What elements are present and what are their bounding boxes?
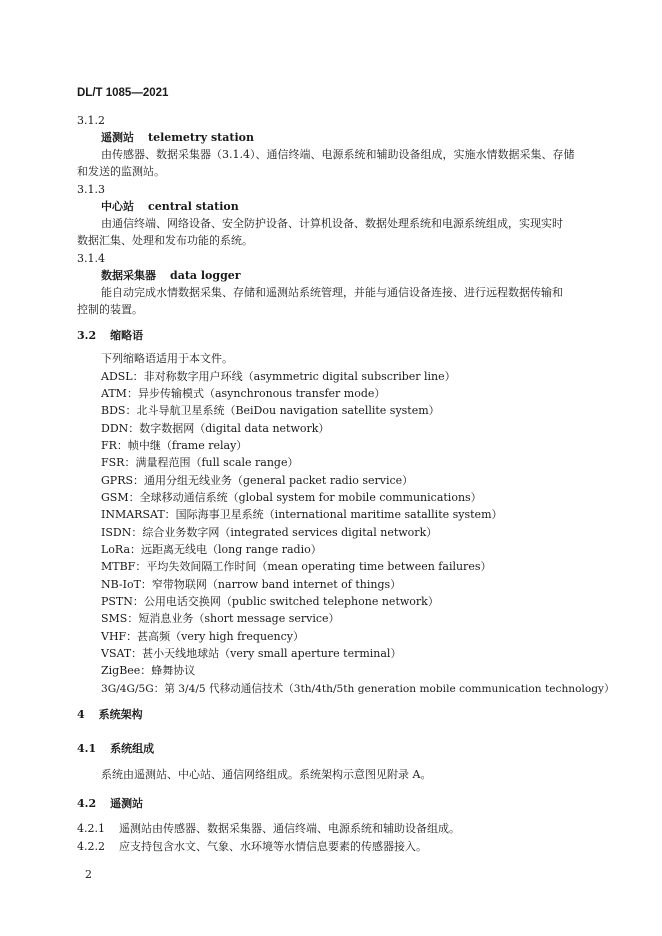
- abbr-item: GPRS：通用分组无线业务（general packet radio service）: [101, 474, 414, 487]
- clause-text: 应支持包含水文、气象、水环境等水情信息要素的传感器接入。: [119, 840, 427, 853]
- clause-number: 4.2.2: [77, 840, 105, 853]
- abbr-item: VHF：甚高频（very high frequency）: [101, 630, 305, 643]
- section-text: 系统由遥测站、中心站、通信网络组成。系统架构示意图见附录 A。: [101, 768, 432, 781]
- section-heading: [77, 742, 154, 756]
- section-heading: [77, 329, 143, 343]
- standard-code-header: DL/T 1085—2021: [77, 87, 169, 99]
- section-title: 遥测站: [110, 797, 144, 810]
- abbr-intro: 下列缩略语适用于本文件。: [101, 352, 233, 365]
- section-title: 缩略语: [110, 329, 144, 342]
- term-definition: 控制的装置。: [77, 303, 143, 316]
- abbr-item: FR：帧中继（frame relay）: [101, 439, 248, 452]
- section-heading: [77, 797, 143, 811]
- chapter-heading: [77, 708, 143, 722]
- term-cn: 遥测站: [101, 131, 134, 144]
- term-definition: 由传感器、数据采集器（3.1.4）、通信终端、电源系统和辅助设备组成，实施水情数据采集、存储: [101, 148, 575, 161]
- term-definition: 数据汇集、处理和发布功能的系统。: [77, 234, 253, 247]
- clause-text: 遥测站由传感器、数据采集器、通信终端、电源系统和辅助设备组成。: [119, 822, 460, 835]
- abbr-item: NB-IoT：窄带物联网（narrow band internet of things）: [101, 578, 402, 591]
- abbr-item: ATM：异步传输模式（asynchronous transfer mode）: [101, 387, 386, 400]
- chapter-title: 系统架构: [98, 708, 143, 721]
- clause: [77, 840, 427, 854]
- abbr-item: SMS：短消息业务（short message service）: [101, 612, 340, 625]
- abbr-item: GSM：全球移动通信系统（global system for mobile communications）: [101, 491, 482, 504]
- term-definition: 能自动完成水情数据采集、存储和遥测站系统管理，并能与通信设备连接、进行远程数据传输和: [101, 286, 563, 299]
- chapter-number: 4: [77, 708, 85, 721]
- abbr-item: VSAT：甚小天线地球站（very small aperture terminal）: [101, 647, 402, 660]
- clause: [77, 822, 460, 836]
- abbr-item: ADSL：非对称数字用户环线（asymmetric digital subscriber line）: [101, 370, 456, 383]
- term-title: [101, 269, 241, 283]
- term-title: [101, 131, 254, 145]
- term-en: central station: [148, 200, 239, 213]
- term-cn: 数据采集器: [101, 269, 156, 282]
- abbr-item: FSR：满量程范围（full scale range）: [101, 456, 299, 469]
- term-definition: 由通信终端、网络设备、安全防护设备、计算机设备、数据处理系统和电源系统组成，实现实时: [101, 217, 563, 230]
- section-title: 系统组成: [110, 742, 155, 755]
- section-number: 4.2: [77, 797, 97, 810]
- section-number: 3.2: [77, 329, 97, 342]
- abbr-item: ISDN：综合业务数字网（integrated services digital network）: [101, 526, 438, 539]
- page-number: 2: [85, 868, 92, 881]
- clause-number: 4.2.1: [77, 822, 105, 835]
- term-title: [101, 200, 239, 214]
- term-number: 3.1.3: [77, 183, 105, 196]
- abbr-item: DDN：数字数据网（digital data network）: [101, 422, 330, 435]
- section-number: 4.1: [77, 742, 97, 755]
- abbr-item: INMARSAT：国际海事卫星系统（international maritime satallite system）: [101, 508, 503, 521]
- abbr-item: MTBF：平均失效间隔工作时间（mean operating time between failures）: [101, 560, 492, 573]
- term-en: telemetry station: [148, 131, 254, 144]
- term-cn: 中心站: [101, 200, 134, 213]
- term-number: 3.1.4: [77, 252, 105, 265]
- abbr-item: ZigBee：蜂舞协议: [101, 664, 196, 677]
- term-definition: 和发送的监测站。: [77, 165, 165, 178]
- term-en: data logger: [170, 269, 241, 282]
- abbr-item: 3G/4G/5G：第 3/4/5 代移动通信技术（3th/4th/5th generation mobile communication technology）: [101, 683, 615, 695]
- term-number: 3.1.2: [77, 114, 105, 127]
- abbr-item: BDS：北斗导航卫星系统（BeiDou navigation satellite system）: [101, 404, 440, 417]
- abbr-item: PSTN：公用电话交换网（public switched telephone network）: [101, 595, 439, 608]
- abbr-item: LoRa：远距离无线电（long range radio）: [101, 543, 322, 556]
